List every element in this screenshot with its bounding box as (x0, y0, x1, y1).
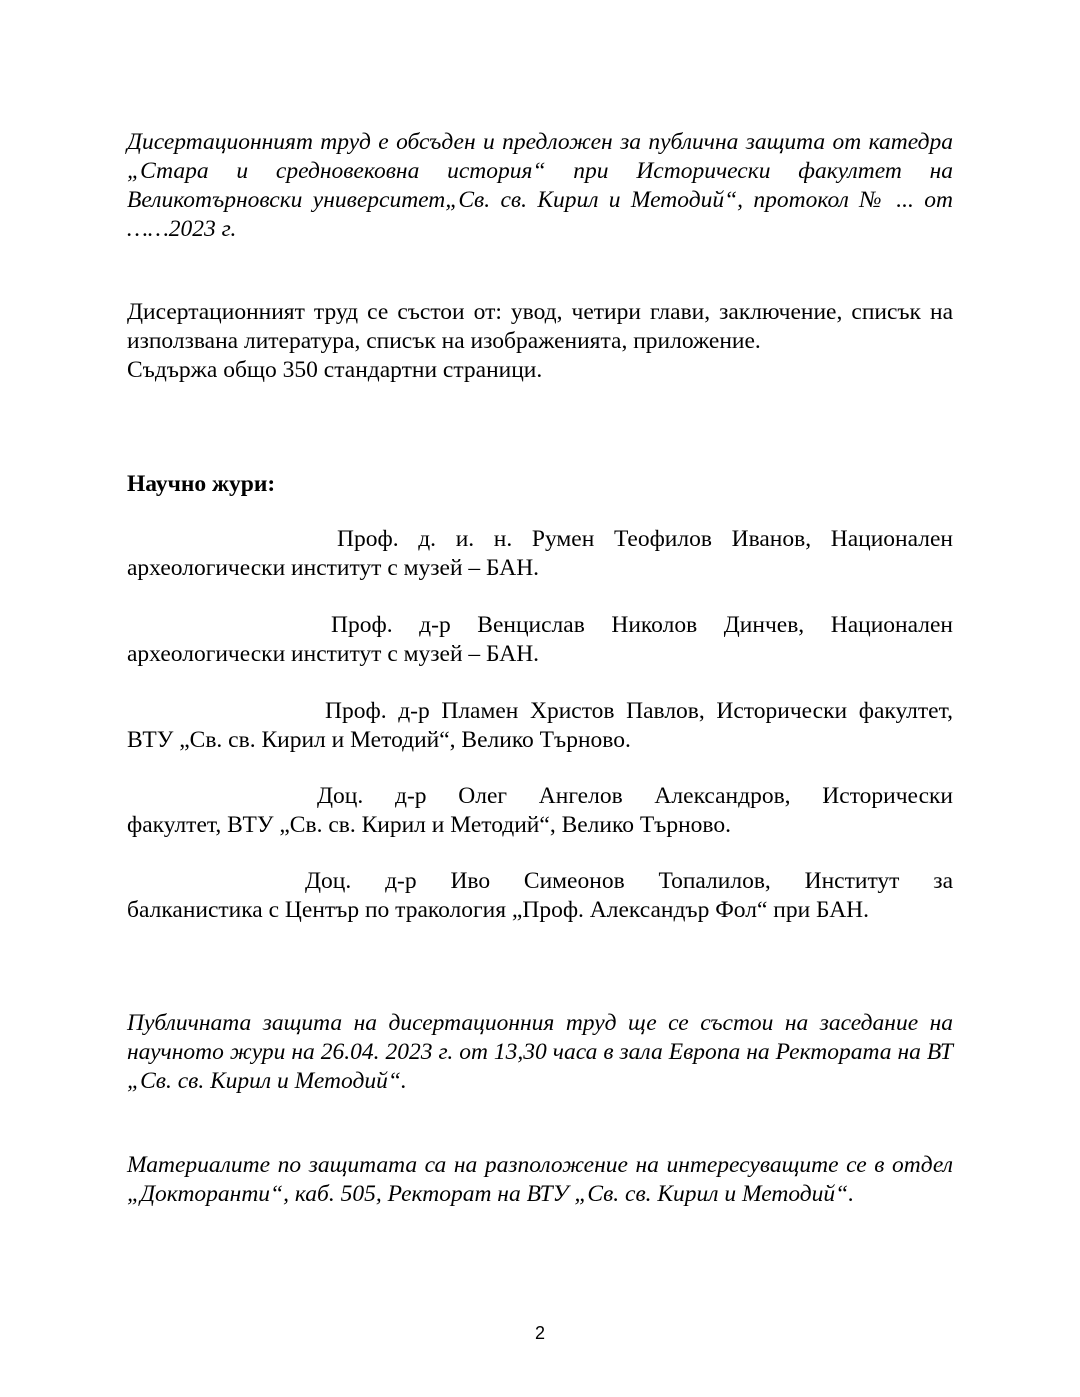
jury-member-line: Доц. д-р Олег Ангелов Александров, Исторически (317, 783, 953, 809)
structure-section (127, 298, 953, 385)
jury-member-line: Проф. д-р Пламен Христов Павлов, Исторически факултет, (325, 698, 953, 724)
jury-member (127, 525, 953, 583)
jury-member (127, 697, 953, 755)
structure-page-count: Съдържа общо 350 стандартни страници. (127, 357, 543, 383)
jury-member-line: Доц. д-р Иво Симеонов Топалилов, Институт за (305, 868, 953, 894)
jury-member-affiliation: факултет, ВТУ „Св. св. Кирил и Методий“, Велико Търново. (127, 812, 731, 838)
jury-member-line: Проф. д. и. н. Румен Теофилов Иванов, Национален (337, 526, 953, 552)
jury-member-affiliation: ВТУ „Св. св. Кирил и Методий“, Велико Търново. (127, 727, 631, 753)
jury-heading: Научно жури: (127, 471, 276, 497)
defense-note: Публичната защита на дисертационния труд ще се състои на заседание на научното жури на 26.04. 2023 г. от 13,30 часа в зала Европа на Ректората на ВТ „Св. св. Кирил и Методий“. (127, 1010, 953, 1094)
structure-contents: Дисертационният труд се състои от: увод, четири глави, заключение, списък на използвана литература, списък на изображенията, приложение. (127, 299, 953, 354)
jury-member-affiliation: археологически институт с музей – БАН. (127, 641, 540, 667)
page-number: 2 (534, 1323, 545, 1343)
jury-member (127, 782, 953, 840)
jury-member (127, 611, 953, 669)
discussion-note: Дисертационният труд е обсъден и предложен за публична защита от катедра „Стара и средновековна история“ при Исторически факултет на Великотърновски университет„Св. св. Кирил и Методий“, протокол № ... от ……2023 г. (127, 129, 953, 242)
jury-member-line: Проф. д-р Венцислав Николов Динчев, Национален (331, 612, 953, 638)
jury-member-affiliation: балканистика с Център по тракология „Проф. Александър Фол“ при БАН. (127, 897, 870, 923)
materials-note: Материалите по защитата са на разположение на интересуващите се в отдел „Докторанти“, каб. 505, Ректорат на ВТУ „Св. св. Кирил и Методий“. (127, 1152, 953, 1207)
jury-member-affiliation: археологически институт с музей – БАН. (127, 555, 540, 581)
jury-member (127, 867, 953, 925)
